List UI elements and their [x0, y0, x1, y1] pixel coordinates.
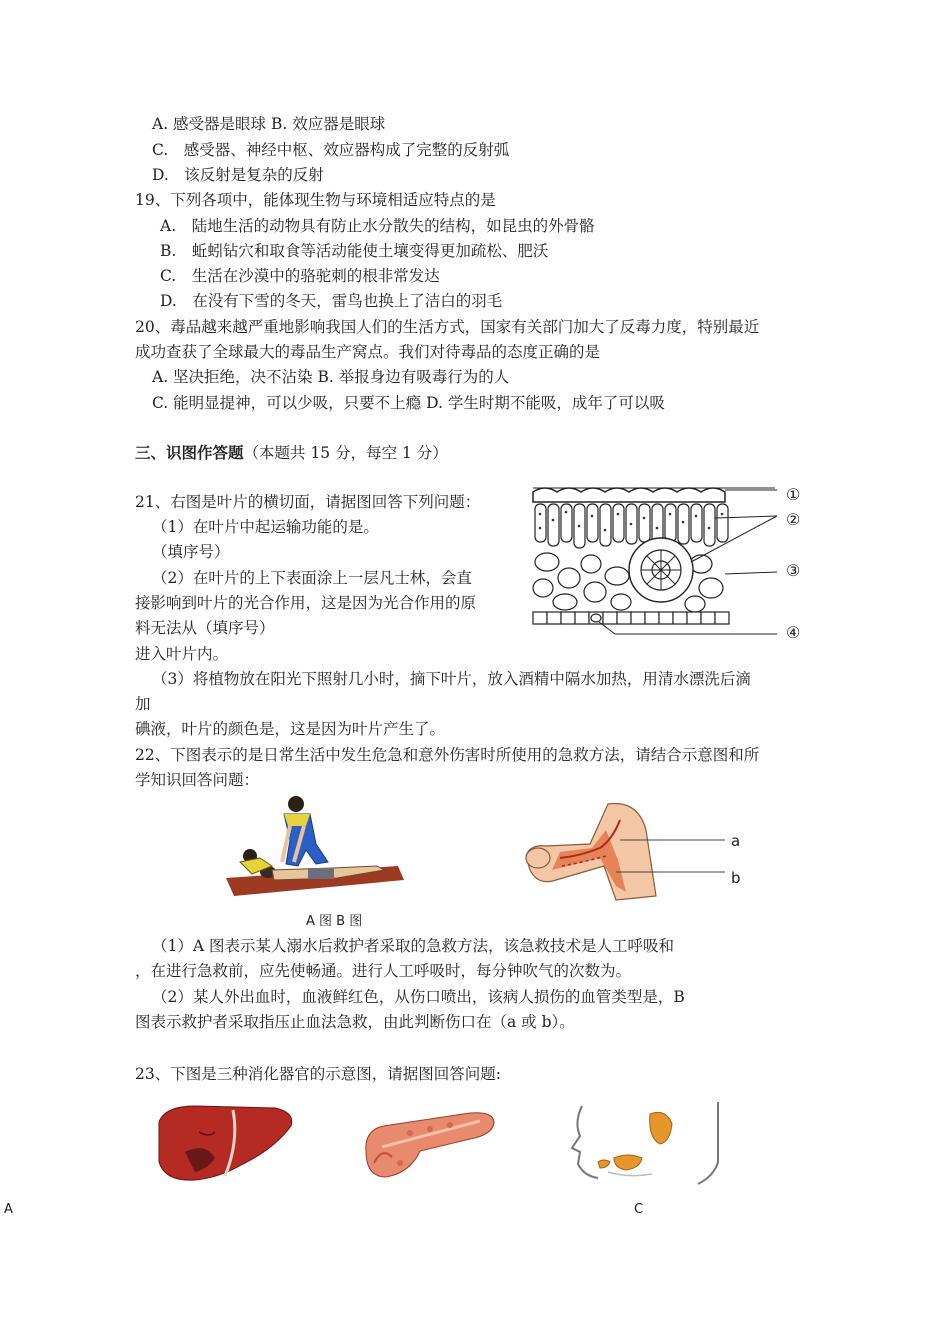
- q21-part3-line3: 碘液，叶片的颜色是，这是因为叶片产生了。: [135, 720, 446, 738]
- q19-stem: 19、下列各项中，能体现生物与环境相适应特点的是: [135, 191, 496, 209]
- leaf-label-3: ③: [786, 561, 801, 580]
- pancreas-illustration: [360, 1107, 500, 1185]
- q21-part2-line3: 料无法从（填序号）: [135, 619, 275, 637]
- q19-option-a: A. 陆地生活的动物具有防止水分散失的结构，如昆虫的外骨骼: [160, 217, 595, 235]
- q22-part1-line2: ，在进行急救前，应先使畅通。进行人工呼吸时，每分钟吹气的次数为。: [135, 962, 632, 980]
- q21-part2-line2: 接影响到叶片的光合作用，这是因为光合作用的原: [135, 594, 477, 612]
- leaf-label-4: ④: [786, 623, 801, 642]
- q22-part2-line1: （2）某人外出血时，血液鲜红色，从伤口喷出，该病人损伤的血管类型是，B: [152, 988, 685, 1006]
- q19-option-d: D. 在没有下雪的冬天，雷鸟也换上了洁白的羽毛: [160, 292, 503, 310]
- q23-label-c: C: [634, 1202, 644, 1217]
- leaf-label-1: ①: [786, 485, 801, 504]
- q20-stem-line1: 20、毒品越来越严重地影响我国人们的生活方式，国家有关部门加大了反毒力度，特别最近: [135, 318, 760, 336]
- q23-label-a: A: [4, 1202, 13, 1217]
- q23-stem: 23、下图是三种消化器官的示意图，请据图回答问题:: [135, 1065, 501, 1083]
- section3-heading: [135, 443, 448, 463]
- section3-note: （本题共 15 分，每空 1 分）: [243, 444, 448, 462]
- section3-title: 三、识图作答题: [135, 443, 244, 462]
- leaf-cross-section-figure: [525, 478, 815, 648]
- q20-option-cd: C. 能明显提神，可以少吸，只要不上瘾 D. 学生时期不能吸，成年了可以吸: [152, 394, 665, 412]
- q18-option-ab: A. 感受器是眼球 B. 效应器是眼球: [152, 115, 386, 133]
- arm-label-b: b: [731, 869, 741, 887]
- q21-part1: （1）在叶片中起运输功能的是。: [152, 518, 379, 536]
- q22-stem-line1: 22、下图表示的是日常生活中发生危急和意外伤害时所使用的急救方法，请结合示意图和所: [135, 746, 760, 764]
- leaf-label-2: ②: [786, 510, 801, 529]
- salivary-glands-illustration: [568, 1102, 723, 1186]
- q20-option-ab: A. 坚决拒绝，决不沾染 B. 举报身边有吸毒行为的人: [152, 368, 510, 386]
- q21-part3-line2: 加: [135, 695, 151, 713]
- q22-figure-caption: A 图 B 图: [306, 914, 363, 929]
- arm-leader-lines: [620, 838, 728, 878]
- q21-stem: 21、右图是叶片的横切面，请据图回答下列问题：: [135, 493, 481, 511]
- q22-stem-line2: 学知识回答问题：: [135, 771, 260, 789]
- q21-part2-line4: 进入叶片内。: [135, 645, 229, 663]
- q22-part1-line1: （1）A 图表示某人溺水后救护者采取的急救方法，该急救技术是人工呼吸和: [152, 937, 674, 955]
- cpr-rescue-illustration: [212, 792, 407, 904]
- q21-part3-line1: （3）将植物放在阳光下照射几小时，摘下叶片，放入酒精中隔水加热，用清水漂洗后滴: [152, 670, 751, 688]
- liver-illustration: [155, 1102, 295, 1184]
- q18-option-d: D. 该反射是复杂的反射: [152, 166, 324, 184]
- q20-stem-line2: 成功查获了全球最大的毒品生产窝点。我们对待毒品的态度正确的是: [135, 343, 601, 361]
- q21-part1-note: （填序号）: [152, 543, 230, 561]
- q22-part2-line2: 图表示救护者采取指压止血法急救，由此判断伤口在（a 或 b）。: [135, 1013, 575, 1031]
- q19-option-b: B. 蚯蚓钻穴和取食等活动能使土壤变得更加疏松、肥沃: [160, 242, 549, 260]
- q18-option-c: C. 感受器、神经中枢、效应器构成了完整的反射弧: [152, 141, 510, 159]
- arm-label-a: a: [731, 832, 741, 850]
- q19-option-c: C. 生活在沙漠中的骆驼刺的根非常发达: [160, 267, 440, 285]
- q21-part2-line1: （2）在叶片的上下表面涂上一层凡士林，会直: [152, 569, 472, 587]
